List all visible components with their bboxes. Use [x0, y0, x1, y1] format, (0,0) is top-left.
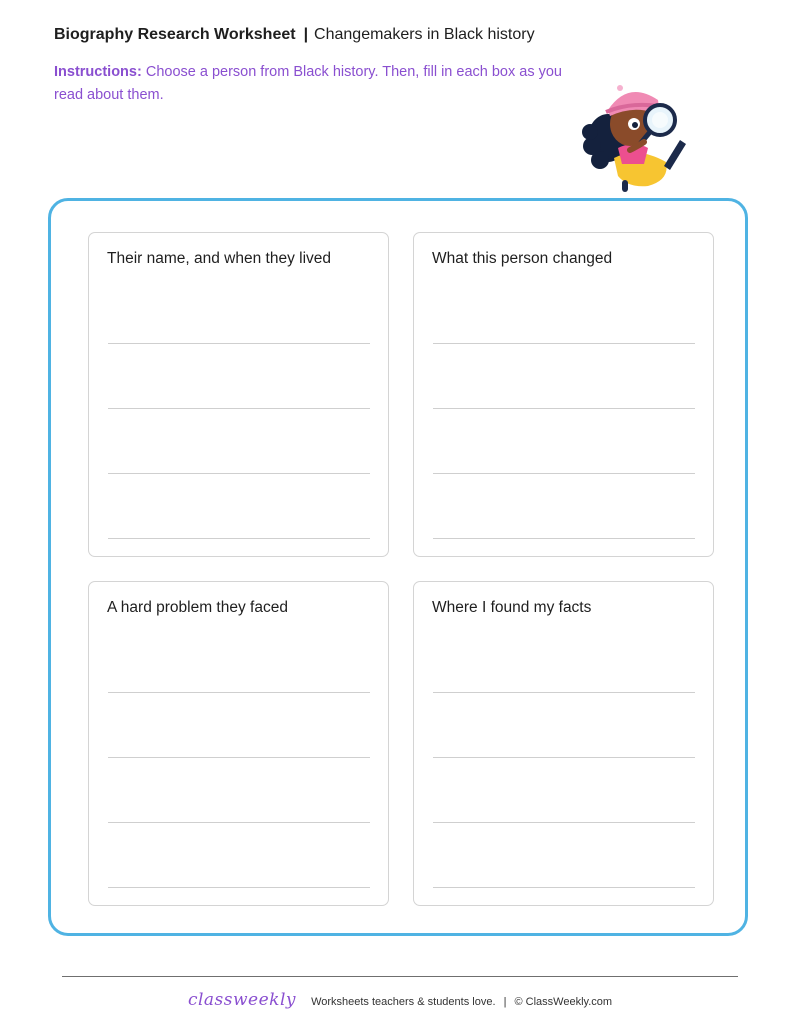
writing-line	[108, 473, 370, 474]
writing-line	[433, 408, 695, 409]
writing-line	[108, 538, 370, 539]
writing-line	[108, 822, 370, 823]
box-label: Where I found my facts	[432, 599, 592, 616]
footer-copyright: © ClassWeekly.com	[514, 996, 613, 1008]
writing-line	[433, 473, 695, 474]
brand-logo: classweekly	[187, 990, 296, 1010]
box-label: Their name, and when they lived	[107, 250, 332, 267]
box-what-changed[interactable]	[413, 232, 714, 557]
instructions-lead: Instructions:	[54, 64, 142, 80]
writing-line	[433, 692, 695, 693]
worksheet-title	[54, 26, 535, 44]
instructions	[54, 61, 594, 107]
writing-line	[433, 538, 695, 539]
writing-line	[433, 343, 695, 344]
writing-line	[108, 408, 370, 409]
writing-line	[433, 757, 695, 758]
detective-girl-magnifying-glass-icon	[578, 80, 690, 196]
title-subtitle: Changemakers in Black history	[314, 26, 535, 43]
footer	[0, 990, 800, 1010]
box-hard-problem[interactable]	[88, 581, 389, 906]
footer-tagline: Worksheets teachers & students love.	[311, 996, 496, 1008]
writing-line	[108, 692, 370, 693]
writing-line	[108, 757, 370, 758]
instructions-text: Choose a person from Black history. Then, fill in each box as you read about them.	[54, 64, 562, 103]
box-name-and-dates[interactable]	[88, 232, 389, 557]
worksheet-frame	[48, 198, 748, 936]
box-label: A hard problem they faced	[107, 599, 288, 616]
title-main: Biography Research Worksheet	[54, 26, 296, 43]
writing-line	[433, 822, 695, 823]
footer-separator: |	[503, 996, 507, 1008]
title-separator: |	[303, 26, 309, 43]
box-sources[interactable]	[413, 581, 714, 906]
writing-line	[433, 887, 695, 888]
writing-line	[108, 887, 370, 888]
footer-divider	[62, 976, 738, 977]
box-label: What this person changed	[432, 250, 613, 267]
writing-line	[108, 343, 370, 344]
